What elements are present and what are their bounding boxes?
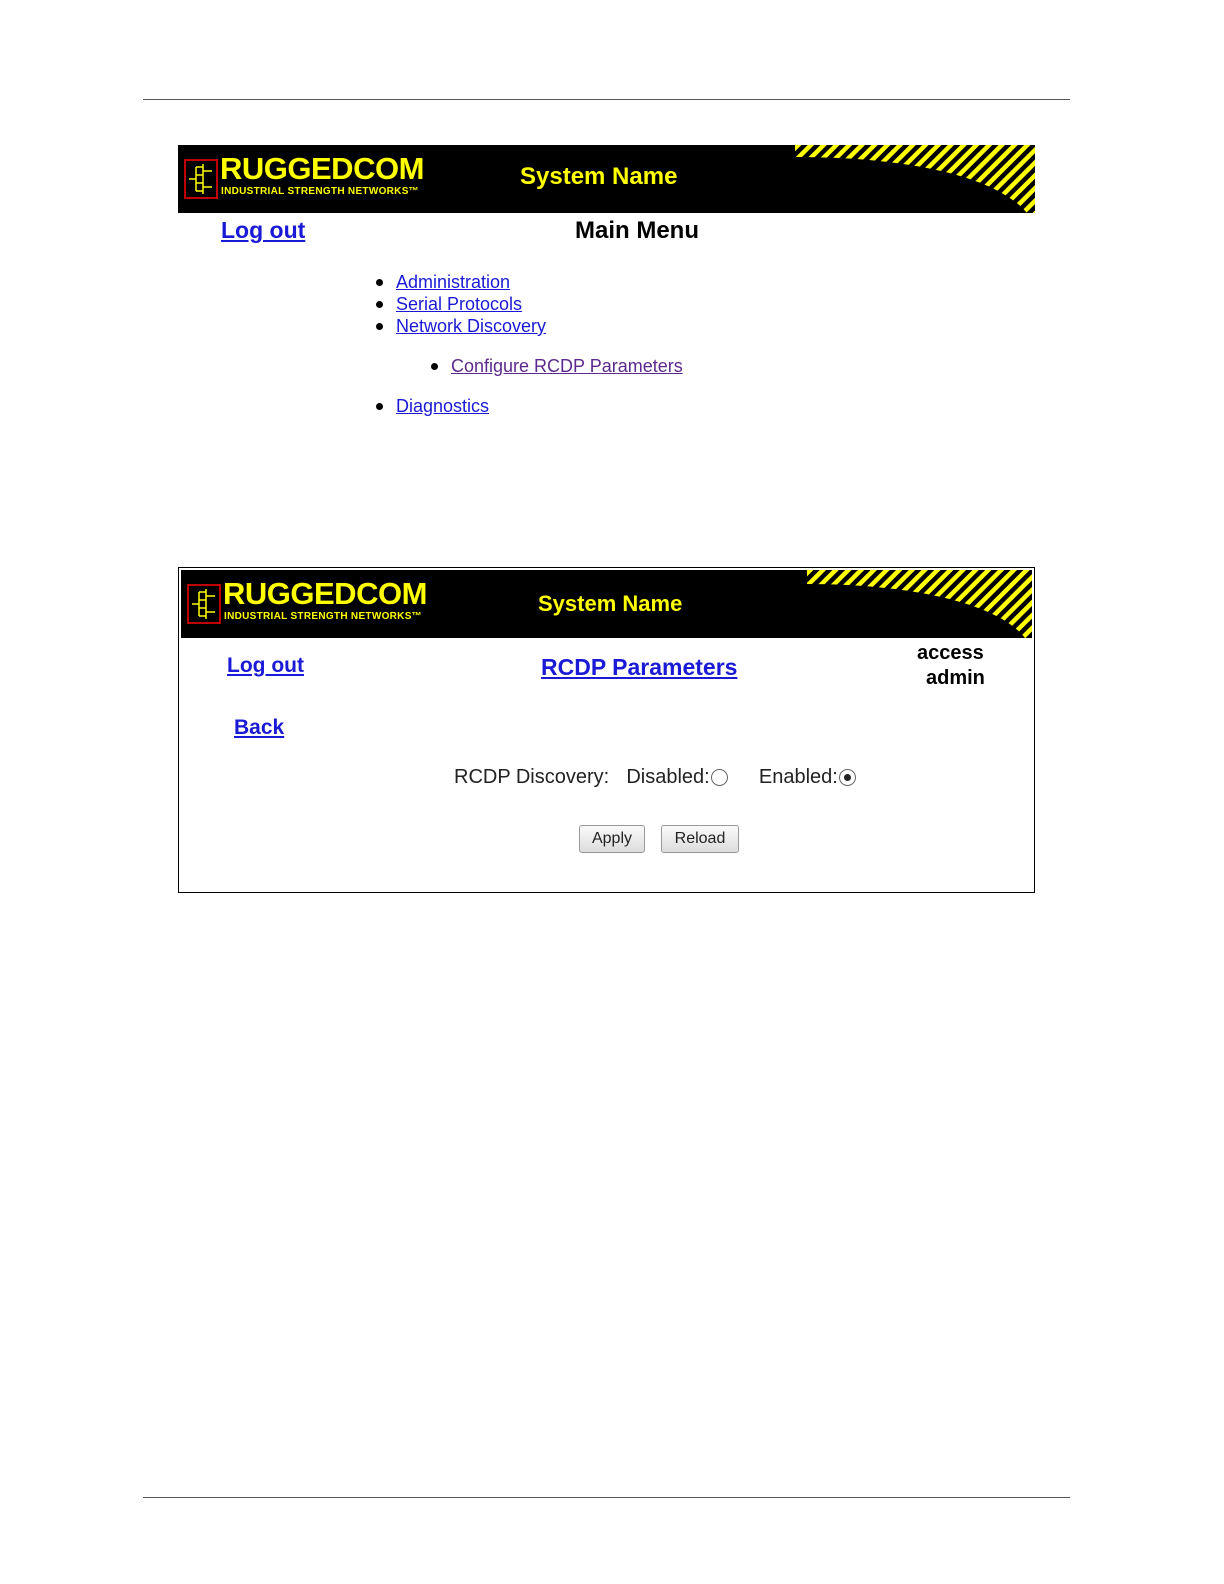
header-banner <box>178 145 1035 213</box>
access-level-value: admin <box>926 667 985 689</box>
brand-tagline: INDUSTRIAL STRENGTH NETWORKS™ <box>221 186 419 197</box>
page-bottom-rule <box>143 1497 1070 1498</box>
rcdp-discovery-label: RCDP Discovery: <box>454 766 610 789</box>
serial-protocols-link[interactable]: Serial Protocols <box>396 294 523 314</box>
back-link[interactable]: Back <box>234 716 285 739</box>
reload-button[interactable]: Reload <box>661 825 739 853</box>
disabled-label: Disabled: <box>626 766 710 789</box>
menu-item-serial-protocols <box>376 293 683 315</box>
menu-item-configure-rcdp <box>431 355 683 377</box>
logout-link[interactable]: Log out <box>221 217 306 243</box>
system-name: System Name <box>538 591 683 616</box>
brand-tagline: INDUSTRIAL STRENGTH NETWORKS™ <box>224 611 422 622</box>
main-menu-screenshot <box>178 145 1035 435</box>
menu-item-administration <box>376 271 683 293</box>
disabled-radio[interactable] <box>711 769 728 786</box>
ruggedcom-logo-icon <box>187 584 221 624</box>
enabled-label: Enabled: <box>758 766 838 789</box>
logout-link[interactable]: Log out <box>227 654 304 677</box>
ruggedcom-logo-icon <box>184 159 218 199</box>
brand-name: RUGGEDCOM <box>220 151 424 186</box>
menu-item-network-discovery <box>376 315 683 337</box>
rcdp-parameters-screenshot <box>178 567 1035 893</box>
network-discovery-link[interactable]: Network Discovery <box>396 316 547 336</box>
main-menu-list <box>376 271 683 417</box>
rcdp-parameters-title-link[interactable]: RCDP Parameters <box>541 654 738 680</box>
page-top-rule <box>143 99 1070 100</box>
access-label: access <box>917 642 984 664</box>
enabled-radio[interactable] <box>839 769 856 786</box>
diagnostics-link[interactable]: Diagnostics <box>396 396 490 416</box>
menu-item-diagnostics <box>376 395 683 417</box>
system-name: System Name <box>520 163 678 190</box>
page-title: Main Menu <box>575 217 699 244</box>
rcdp-discovery-row <box>454 766 856 789</box>
header-banner <box>181 570 1032 638</box>
brand-name: RUGGEDCOM <box>223 576 427 611</box>
hazard-stripes-icon <box>795 145 1035 213</box>
administration-link[interactable]: Administration <box>396 272 511 292</box>
configure-rcdp-link[interactable]: Configure RCDP Parameters <box>451 356 683 376</box>
apply-button[interactable]: Apply <box>579 825 645 853</box>
hazard-stripes-icon <box>807 570 1032 638</box>
